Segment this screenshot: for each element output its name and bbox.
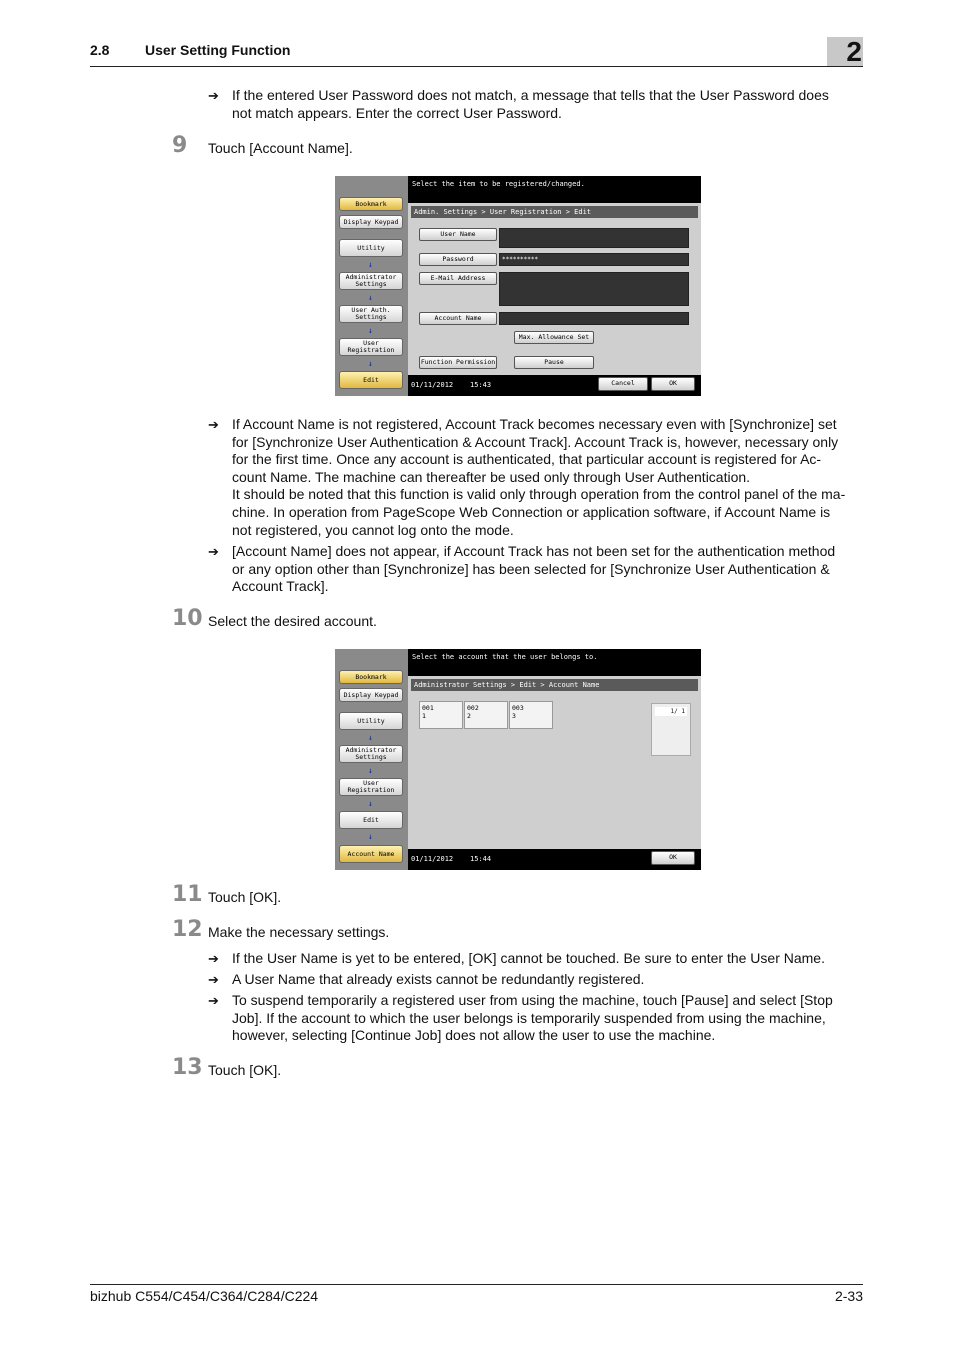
down-arrow-icon: ↓: [368, 260, 373, 269]
date-text: 01/11/2012: [411, 381, 454, 389]
step-number: 10: [172, 606, 203, 631]
note-password-mismatch: If the entered User Password does not match, a message that tells that the User Password does not match appears. Enter the correct User Password.: [232, 87, 829, 121]
down-arrow-icon: ↓: [368, 733, 373, 742]
email-address-button[interactable]: E-Mail Address: [419, 272, 497, 285]
screen-sidebar: [335, 176, 408, 396]
utility-button[interactable]: Utility: [339, 239, 403, 257]
screen-panel: [408, 676, 701, 849]
account-name-button[interactable]: Account Name: [419, 312, 497, 325]
arrow-icon: ➔: [208, 972, 219, 987]
user-auth-settings-button[interactable]: User Auth. Settings: [339, 305, 403, 323]
arrow-icon: ➔: [208, 417, 219, 432]
screen-message: Select the account that the user belongs to.: [408, 649, 701, 675]
date-text: 01/11/2012: [411, 855, 454, 863]
step-text: Make the necessary settings.: [208, 924, 390, 940]
step-number: 11: [172, 882, 203, 907]
max-allowance-button[interactable]: Max. Allowance Set: [514, 331, 594, 344]
account-003-button[interactable]: 003 3: [509, 701, 553, 729]
bookmark-button[interactable]: Bookmark: [339, 197, 403, 211]
display-keypad-button[interactable]: Display Keypad: [339, 688, 403, 702]
page-indicator: [651, 703, 691, 756]
screen-panel: [408, 203, 701, 375]
arrow-icon: ➔: [208, 88, 219, 103]
edit-button[interactable]: Edit: [339, 811, 403, 829]
administrator-settings-button[interactable]: Administrator Settings: [339, 272, 403, 290]
step-number: 13: [172, 1055, 203, 1080]
step-text: Touch [OK].: [208, 889, 282, 905]
time-text: 15:43: [470, 381, 492, 389]
user-registration-button[interactable]: User Registration: [339, 338, 403, 356]
breadcrumb: Admin. Settings > User Registration > Edit: [411, 206, 698, 218]
time-text: 15:44: [470, 855, 492, 863]
account-001-button[interactable]: 001 1: [419, 701, 463, 729]
breadcrumb: Administrator Settings > Edit > Account Name: [411, 679, 698, 691]
bookmark-button[interactable]: Bookmark: [339, 670, 403, 684]
ok-button[interactable]: OK: [651, 377, 695, 391]
function-permission-button[interactable]: Function Permission: [419, 356, 497, 369]
step-number: 12: [172, 917, 203, 942]
step-text: Touch [Account Name].: [208, 140, 353, 156]
cancel-button[interactable]: Cancel: [598, 377, 648, 391]
page-footer: [90, 1284, 863, 1304]
user-registration-button[interactable]: User Registration: [339, 778, 403, 796]
screenshot-user-edit: [335, 176, 701, 396]
page-count: 1/ 1: [655, 707, 687, 716]
arrow-icon: ➔: [208, 993, 219, 1008]
ok-button[interactable]: OK: [651, 851, 695, 865]
section-title: User Setting Function: [145, 42, 291, 58]
account-name-button[interactable]: Account Name: [339, 845, 403, 863]
account-002-button[interactable]: 002 2: [464, 701, 508, 729]
down-arrow-icon: ↓: [368, 799, 373, 808]
step-text: Select the desired account.: [208, 613, 377, 629]
chapter-tab: 2: [827, 37, 863, 66]
user-name-field[interactable]: [499, 228, 689, 248]
user-name-button[interactable]: User Name: [419, 228, 497, 241]
note-duplicate-user-name: A User Name that already exists cannot be redundantly registered.: [232, 971, 645, 987]
password-field[interactable]: **********: [499, 253, 689, 266]
arrow-icon: ➔: [208, 544, 219, 559]
down-arrow-icon: ↓: [368, 832, 373, 841]
model-name: bizhub C554/C454/C364/C284/C224: [90, 1288, 319, 1304]
note-account-name-not-shown: [Account Name] does not appear, if Account Track has not been set for the authentication method or any option other than [Synchronize] has been selected for [Synchronize User Authentication & Account Track].: [232, 543, 836, 595]
down-arrow-icon: ↓: [368, 293, 373, 302]
screen-message: Select the item to be registered/changed.: [408, 176, 701, 202]
step-number: 9: [172, 133, 188, 158]
note-pause-user: To suspend temporarily a registered user from using the machine, touch [Pause] and select [Stop Job]. If the account to which the user belongs is temporarily suspended from using the machine, however, selecting [Continue Job] does not allow the user to use the machine.: [232, 992, 833, 1044]
step-text: Touch [OK].: [208, 1062, 282, 1078]
down-arrow-icon: ↓: [368, 326, 373, 335]
screenshot-account-select: [335, 649, 701, 870]
down-arrow-icon: ↓: [368, 359, 373, 368]
note-account-name-not-registered: If Account Name is not registered, Account Track becomes necessary even with [Synchronize] set for [Synchronize User Authentication & Account Track]. Account Track is, however, necessary only for the first time. Once any account is authenticated, that particular account is registered for Ac- count Name. The machine can thereafter be used only through User Authentication. It should be noted that this function is valid only through operation from the control panel of the ma- chine. In operation from PageScope Web Connection or application software, if Account Name is not registered, you cannot log onto the mode.: [232, 416, 846, 538]
password-button[interactable]: Password: [419, 253, 497, 266]
pause-button[interactable]: Pause: [514, 356, 594, 369]
page-number: 2-33: [834, 1288, 863, 1304]
display-keypad-button[interactable]: Display Keypad: [339, 215, 403, 229]
section-number: 2.8: [90, 42, 110, 58]
page-header: [90, 36, 863, 67]
down-arrow-icon: ↓: [368, 766, 373, 775]
email-address-field[interactable]: [499, 272, 689, 306]
utility-button[interactable]: Utility: [339, 712, 403, 730]
edit-button[interactable]: Edit: [339, 371, 403, 389]
arrow-icon: ➔: [208, 951, 219, 966]
account-name-field[interactable]: [499, 312, 689, 325]
note-user-name-required: If the User Name is yet to be entered, [OK] cannot be touched. Be sure to enter the User Name.: [232, 950, 825, 966]
screen-sidebar: [335, 649, 408, 870]
administrator-settings-button[interactable]: Administrator Settings: [339, 745, 403, 763]
